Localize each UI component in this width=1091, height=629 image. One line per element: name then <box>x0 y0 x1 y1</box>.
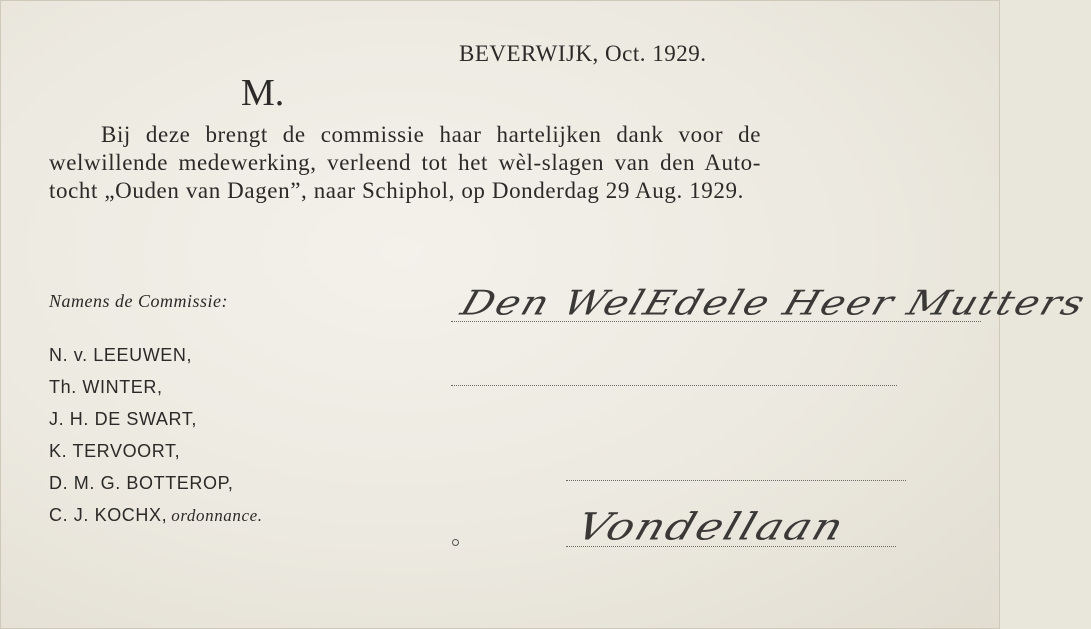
member-name: N. v. LEEUWEN, <box>49 345 193 365</box>
on-behalf-label: Namens de Commissie: <box>49 291 228 311</box>
committee-member <box>49 435 263 467</box>
handwritten-street: Vondellaan <box>571 505 851 549</box>
committee-member <box>49 339 263 371</box>
member-role: ordonnance. <box>171 506 263 525</box>
handwritten-recipient: Den WelEdele Heer Mutters <box>456 283 1091 323</box>
committee-member <box>49 499 263 531</box>
member-name: J. H. DE SWART, <box>49 409 198 429</box>
committee-member <box>49 467 263 499</box>
member-name: C. J. KOCHX, <box>49 505 168 525</box>
committee-member <box>49 403 263 435</box>
member-name: D. M. G. BOTTEROP, <box>49 473 234 493</box>
address-line-3 <box>566 480 906 481</box>
paper-speck <box>452 539 459 546</box>
salutation: M. <box>241 72 285 114</box>
committee-member-list <box>49 339 263 531</box>
member-name: Th. WINTER, <box>49 377 163 397</box>
address-line-2 <box>451 385 897 386</box>
place-date: BEVERWIJK, Oct. 1929. <box>459 41 707 66</box>
member-name: K. TERVOORT, <box>49 441 181 461</box>
thank-you-message: Bij deze brengt de commissie haar hartelijken dank voor de welwillende medewerking, verleend tot het wèl-slagen van den Auto-tocht „Ouden van Dagen”, naar Schiphol, op Donderdag 29 Aug. 1929. <box>49 122 761 203</box>
committee-member <box>49 371 263 403</box>
